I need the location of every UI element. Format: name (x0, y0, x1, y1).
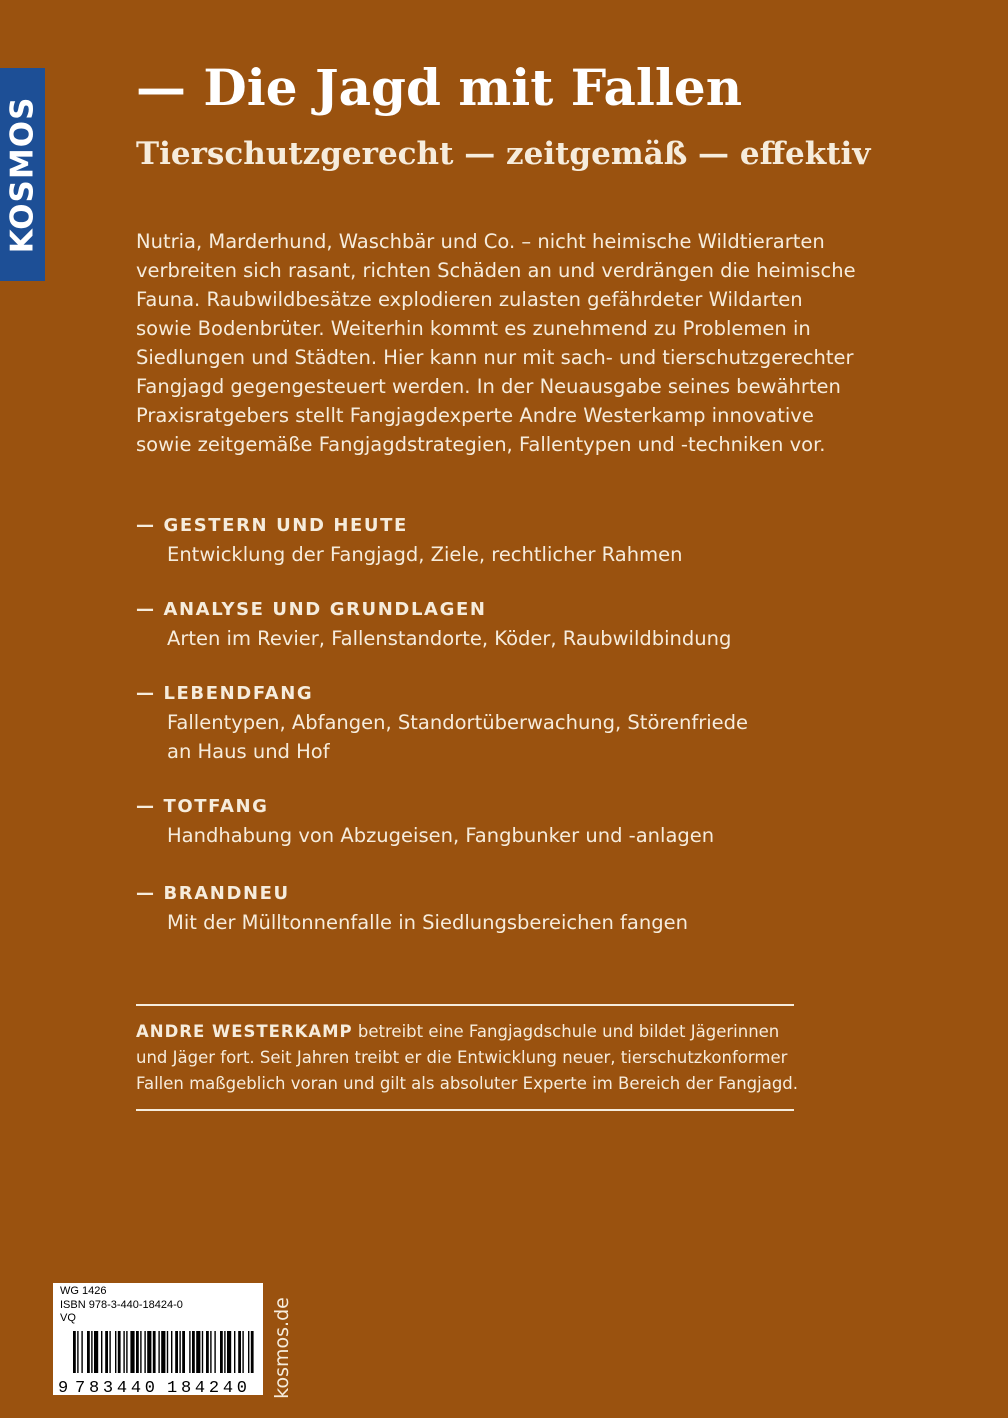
barcode-bar (227, 1331, 231, 1373)
isbn-number: ISBN 978-3-440-18424-0 (60, 1298, 183, 1311)
barcode-bar (81, 1331, 82, 1373)
kosmos-logo-tab (0, 68, 45, 281)
barcode-bar (77, 1331, 78, 1373)
author-text: betreibt eine Fangjagdschule und bildet Jägerinnen (352, 1022, 780, 1041)
publisher-website[interactable] (271, 1297, 293, 1399)
barcode-bar (94, 1331, 98, 1373)
feature-description (136, 540, 682, 569)
author-line (136, 1019, 816, 1045)
feature-item (136, 512, 682, 569)
intro-line: Nutria, Marderhund, Waschbär und Co. – nicht heimische Wildtierarten (136, 230, 825, 253)
barcode (53, 1329, 263, 1395)
intro-line: Fangjagd gegengesteuert werden. In der Neuausgabe seines bewährten (136, 375, 841, 398)
price-code: VQ (60, 1312, 76, 1324)
book-title: — Die Jagd mit Fallen (136, 58, 743, 117)
barcode-bar (210, 1331, 211, 1373)
intro-paragraph (136, 227, 856, 459)
feature-heading: — TOTFANG (136, 796, 269, 817)
barcode-bar (182, 1331, 185, 1373)
feature-line: Fallentypen, Abfangen, Standortüberwachung, Störenfriede (167, 711, 749, 734)
feature-line: Entwicklung der Fangjagd, Ziele, rechtlicher Rahmen (167, 543, 683, 566)
barcode-bar (101, 1331, 102, 1373)
barcode-digits-left: 783440 (75, 1379, 155, 1395)
barcode-bar (136, 1331, 139, 1373)
barcode-bar (109, 1331, 110, 1373)
barcode-bar (158, 1331, 159, 1373)
feature-line: an Haus und Hof (167, 740, 330, 763)
feature-heading: — ANALYSE UND GRUNDLAGEN (136, 599, 487, 620)
feature-description (136, 821, 714, 850)
barcode-bar (234, 1331, 235, 1373)
feature-heading: — BRANDNEU (136, 883, 290, 904)
barcode-bar (196, 1331, 200, 1373)
barcode-bar (175, 1331, 178, 1373)
barcode-bar (202, 1331, 203, 1373)
wg-number: WG 1426 (60, 1285, 107, 1297)
barcode-bar (140, 1331, 141, 1373)
intro-line: Fauna. Raubwildbesätze explodieren zulasten gefährdeter Wildarten (136, 288, 803, 311)
barcode-bar (171, 1331, 172, 1373)
barcode-bar (105, 1331, 108, 1373)
barcode-bar (87, 1331, 90, 1373)
intro-line: Siedlungen und Städten. Hier kann nur mit sach- und tierschutzgerechter (136, 346, 854, 369)
intro-line: Praxisratgebers stellt Fangjagdexperte Andre Westerkamp innovative (136, 404, 814, 427)
barcode-bar (248, 1331, 249, 1373)
author-line: Fallen maßgeblich voran und gilt als absoluter Experte im Bereich der Fangjagd. (136, 1074, 799, 1093)
barcode-bar (73, 1331, 76, 1373)
feature-description (136, 708, 748, 766)
barcode-bar (123, 1331, 124, 1373)
barcode-bar (242, 1331, 243, 1373)
feature-description (136, 624, 731, 653)
barcode-bars (73, 1331, 254, 1373)
barcode-digits-right: 184240 (167, 1379, 247, 1395)
barcode-digit-first: 9 (58, 1379, 69, 1395)
barcode-bar (224, 1331, 225, 1373)
divider-top (136, 1004, 794, 1006)
barcode-bar (214, 1331, 215, 1373)
author-name: ANDRE WESTERKAMP (136, 1022, 353, 1041)
barcode-bar (206, 1331, 209, 1373)
barcode-bar (251, 1331, 254, 1373)
barcode-bar (189, 1331, 190, 1373)
feature-item (136, 793, 714, 850)
barcode-bar (220, 1331, 223, 1373)
feature-item (136, 880, 688, 937)
feature-item (136, 680, 748, 766)
barcode-bar (147, 1331, 151, 1373)
barcode-bar (126, 1331, 127, 1373)
barcode-bar (167, 1331, 168, 1373)
barcode-bar (192, 1331, 195, 1373)
feature-line: Mit der Mülltonnenfalle in Siedlungsbereichen fangen (167, 911, 688, 934)
feature-heading: — LEBENDFANG (136, 683, 314, 704)
website-text[interactable]: kosmos.de (271, 1297, 293, 1399)
barcode-box (53, 1283, 263, 1395)
intro-line: sowie Bodenbrüter. Weiterhin kommt es zunehmend zu Problemen in (136, 317, 811, 340)
book-subtitle: Tierschutzgerecht — zeitgemäß — effektiv (136, 136, 871, 172)
barcode-bar (118, 1331, 121, 1373)
barcode-bar (130, 1331, 134, 1373)
divider-bottom (136, 1109, 794, 1111)
feature-description (136, 908, 688, 937)
author-bio (136, 1019, 816, 1097)
kosmos-logo-text: KOSMOS (4, 96, 41, 253)
author-line: und Jäger fort. Seit Jahren treibt er die Entwicklung neuer, tierschutzkonformer (136, 1048, 788, 1067)
barcode-bar (91, 1331, 92, 1373)
feature-line: Arten im Revier, Fallenstandorte, Köder, Raubwildbindung (167, 627, 732, 650)
feature-heading: — GESTERN UND HEUTE (136, 515, 408, 536)
feature-item (136, 596, 731, 653)
barcode-bar (179, 1331, 180, 1373)
feature-line: Handhabung von Abzugeisen, Fangbunker und -anlagen (167, 824, 715, 847)
barcode-bar (144, 1331, 145, 1373)
barcode-info (60, 1285, 183, 1326)
intro-line: sowie zeitgemäße Fangjagdstrategien, Fallentypen und -techniken vor. (136, 433, 826, 456)
intro-line: verbreiten sich rasant, richten Schäden an und verdrängen die heimische (136, 259, 856, 282)
barcode-bar (153, 1331, 156, 1373)
barcode-bar (238, 1331, 241, 1373)
barcode-bar (115, 1331, 116, 1373)
barcode-bar (161, 1331, 165, 1373)
